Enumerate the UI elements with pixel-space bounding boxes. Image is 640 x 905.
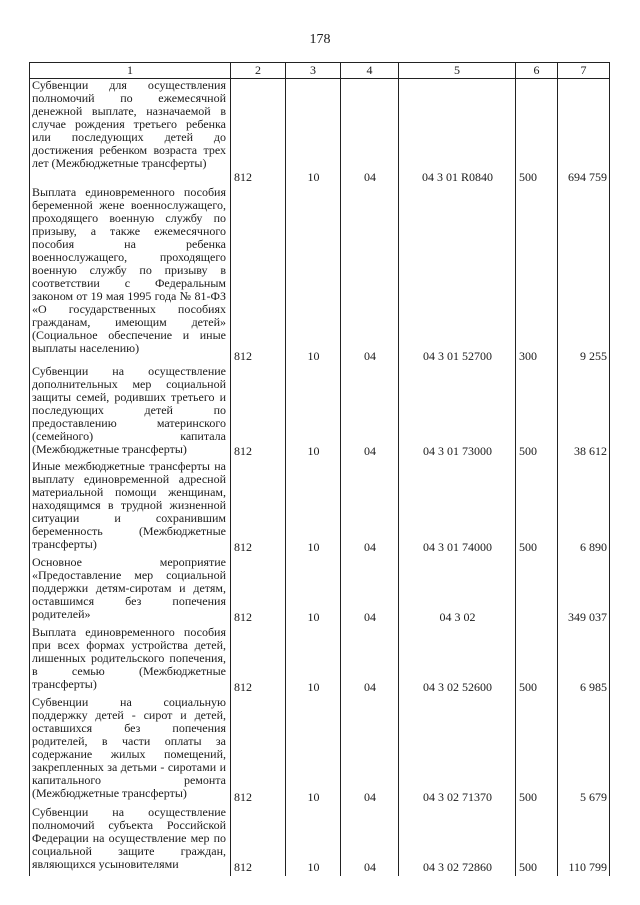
row-subsection: 04 (341, 806, 399, 876)
row-name: Иные межбюджетные трансферты на выплату единовременной адресной материальной помощи женщинам, находящимся в трудной жизненной ситуации и сохранившим беременность (Межбюджетные трансферты) (30, 460, 231, 556)
row-expense-type: 500 (516, 696, 558, 806)
row-section: 10 (286, 186, 341, 365)
row-expense-type (516, 556, 558, 626)
column-header-target-article: 5 (399, 63, 516, 79)
row-expense-type: 500 (516, 365, 558, 460)
row-target-article: 04 3 01 52700 (399, 186, 516, 365)
column-header-section: 3 (286, 63, 341, 79)
row-expense-type: 300 (516, 186, 558, 365)
budget-table (29, 62, 610, 876)
table-row (30, 186, 610, 365)
table-row (30, 696, 610, 806)
row-amount: 5 679 (558, 696, 610, 806)
row-subsection: 04 (341, 556, 399, 626)
row-name: Субвенции на осуществление полномочий субъекта Российской Федерации на осуществление мер по социальной защите граждан, являющихся усыновителями (30, 806, 231, 876)
row-subsection: 04 (341, 626, 399, 696)
row-section: 10 (286, 556, 341, 626)
row-amount: 349 037 (558, 556, 610, 626)
table-row (30, 365, 610, 460)
row-grbs: 812 (231, 556, 286, 626)
row-name: Выплата единовременного пособия при всех формах устройства детей, лишенных родительского попечения, в семью (Межбюджетные трансферты) (30, 626, 231, 696)
row-target-article: 04 3 02 (399, 556, 516, 626)
table-row (30, 806, 610, 876)
row-section: 10 (286, 460, 341, 556)
row-target-article: 04 3 02 72860 (399, 806, 516, 876)
table-row (30, 460, 610, 556)
row-subsection: 04 (341, 186, 399, 365)
row-amount: 694 759 (558, 79, 610, 186)
row-expense-type: 500 (516, 460, 558, 556)
row-amount: 6 985 (558, 626, 610, 696)
row-amount: 38 612 (558, 365, 610, 460)
row-amount: 6 890 (558, 460, 610, 556)
row-name: Выплата единовременного пособия беременной жене военнослужащего, проходящего военную службу по призыву, а также ежемесячного пособия на ребенка военнослужащего, проходящего военную службу по призыву в соответствии с Федеральным законом от 19 мая 1995 года № 81-ФЗ «О государственных пособиях гражданам, имеющим детей» (Социальное обеспечение и иные выплаты населению) (30, 186, 231, 365)
row-subsection: 04 (341, 365, 399, 460)
row-grbs: 812 (231, 806, 286, 876)
row-section: 10 (286, 365, 341, 460)
row-name: Субвенции на осуществление дополнительных мер социальной защиты семей, родивших третьего и последующих детей по предоставлению материнского (семейного) капитала (Межбюджетные трансферты) (30, 365, 231, 460)
row-expense-type: 500 (516, 626, 558, 696)
row-subsection: 04 (341, 696, 399, 806)
column-header-name: 1 (30, 63, 231, 79)
column-header-subsection: 4 (341, 63, 399, 79)
row-grbs: 812 (231, 626, 286, 696)
row-amount: 9 255 (558, 186, 610, 365)
header-row (30, 63, 610, 79)
row-target-article: 04 3 02 71370 (399, 696, 516, 806)
row-expense-type: 500 (516, 806, 558, 876)
row-name: Субвенции на социальную поддержку детей - сирот и детей, оставшихся без попечения родителей, в части оплаты за содержание жилых помещений, закрепленных за детьми - сиротами и капитального ремонта (Межбюджетные трансферты) (30, 696, 231, 806)
row-expense-type: 500 (516, 79, 558, 186)
row-target-article: 04 3 01 74000 (399, 460, 516, 556)
table-row (30, 626, 610, 696)
row-amount: 110 799 (558, 806, 610, 876)
column-header-amount: 7 (558, 63, 610, 79)
row-section: 10 (286, 696, 341, 806)
column-header-expense-type: 6 (516, 63, 558, 79)
row-grbs: 812 (231, 186, 286, 365)
row-subsection: 04 (341, 79, 399, 186)
row-target-article: 04 3 02 52600 (399, 626, 516, 696)
row-section: 10 (286, 79, 341, 186)
row-target-article: 04 3 01 R0840 (399, 79, 516, 186)
row-section: 10 (286, 626, 341, 696)
row-grbs: 812 (231, 696, 286, 806)
row-grbs: 812 (231, 460, 286, 556)
row-name: Основное мероприятие «Предоставление мер социальной поддержки детям-сиротам и детям, оставшимся без попечения родителей» (30, 556, 231, 626)
table-row (30, 556, 610, 626)
row-grbs: 812 (231, 365, 286, 460)
column-header-grbs: 2 (231, 63, 286, 79)
page-number: 178 (309, 32, 331, 47)
row-target-article: 04 3 01 73000 (399, 365, 516, 460)
table-row (30, 79, 610, 186)
row-grbs: 812 (231, 79, 286, 186)
row-subsection: 04 (341, 460, 399, 556)
row-section: 10 (286, 806, 341, 876)
row-name: Субвенции для осуществления полномочий по ежемесячной денежной выплате, назначаемой в случае рождения третьего ребенка или последующих детей до достижения ребенком возраста трех лет (Межбюджетные трансферты) (30, 79, 231, 186)
